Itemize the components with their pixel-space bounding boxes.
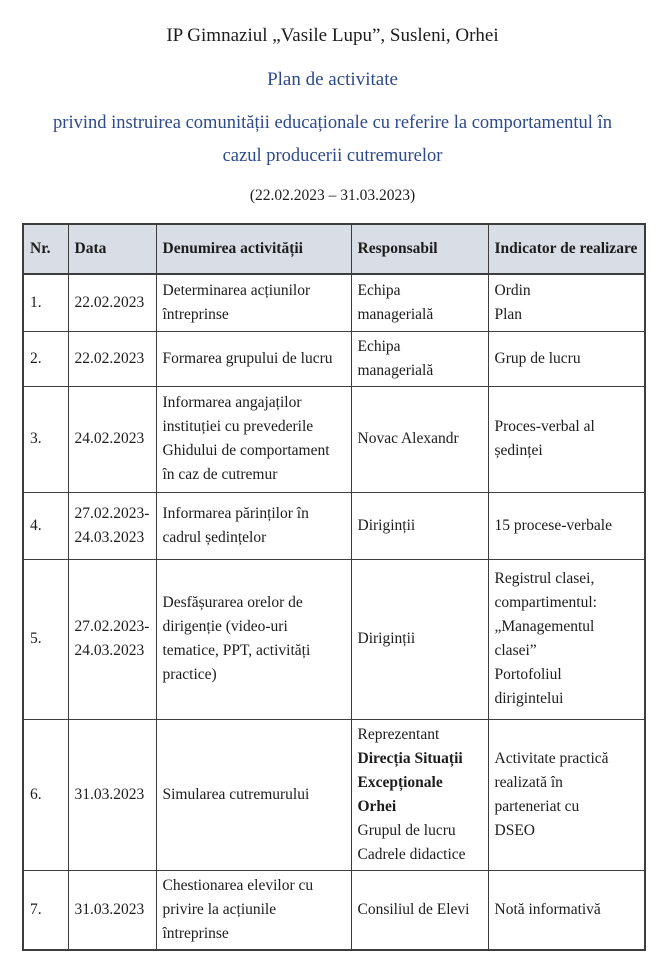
cell-text-line: Echipa — [357, 337, 401, 355]
cell-text-line: Activitate practică — [494, 749, 609, 767]
cell-text-line: 6. — [30, 785, 42, 803]
cell-text-line: 24.03.2023 — [74, 528, 145, 546]
table-row — [23, 492, 645, 559]
cell-text-line: Consiliul de Elevi — [357, 900, 470, 918]
cell-text-line: tematice, PPT, activități — [162, 642, 311, 659]
cell-text-line: 24.03.2023 — [74, 642, 145, 659]
cell-text-line: Chestionarea elevilor cu — [162, 876, 314, 894]
cell-text-line: 31.03.2023 — [74, 785, 145, 803]
column-header-indicator: Indicator de realizare — [488, 224, 645, 274]
column-header-activity: Denumirea activității — [156, 224, 351, 274]
cell-nr — [23, 559, 68, 719]
plan-subtitle-line-2: cazul producerii cutremurelor — [222, 146, 443, 166]
cell-text-line: 31.03.2023 — [74, 900, 145, 918]
cell-activity — [156, 492, 351, 559]
cell-indicator — [488, 870, 645, 950]
cell-text-line: dirigenție (video-uri — [162, 618, 288, 635]
cell-indicator — [488, 559, 645, 719]
cell-text-line: 3. — [30, 430, 42, 447]
cell-text-line: 4. — [30, 516, 42, 534]
cell-responsible — [351, 386, 488, 492]
activity-plan-table — [22, 223, 646, 951]
column-header-responsible: Responsabil — [351, 224, 488, 274]
cell-text-line: dirigintelui — [494, 690, 564, 707]
cell-text-line: managerială — [357, 361, 434, 379]
cell-text-line: cadrul ședințelor — [162, 528, 267, 546]
cell-text-line: în caz de cutremur — [162, 466, 278, 483]
cell-date — [68, 492, 156, 559]
cell-date — [68, 870, 156, 950]
table-row — [23, 719, 645, 870]
cell-nr — [23, 386, 68, 492]
cell-text-line: Informarea părinților în — [162, 504, 309, 522]
cell-text-line: Echipa — [357, 281, 401, 299]
cell-text-line: Excepționale — [357, 773, 443, 791]
cell-text-line: DSEO — [494, 821, 535, 839]
cell-text-line: 22.02.2023 — [74, 293, 145, 311]
cell-text-line: Plan — [494, 305, 523, 323]
cell-text-line: privire la acțiunile — [162, 900, 277, 918]
cell-text-line: parteneriat cu — [494, 797, 580, 815]
cell-text-line: Notă informativă — [494, 900, 601, 918]
table-row — [23, 331, 645, 386]
table-row — [23, 386, 645, 492]
column-header-data: Data — [68, 224, 156, 274]
cell-text-line: Reprezentant — [357, 725, 440, 743]
cell-responsible — [351, 492, 488, 559]
cell-text-line: 24.02.2023 — [74, 430, 145, 447]
cell-responsible — [351, 559, 488, 719]
cell-activity — [156, 870, 351, 950]
cell-text-line: ședinței — [494, 442, 543, 459]
cell-date — [68, 331, 156, 386]
cell-indicator — [488, 331, 645, 386]
cell-text-line: 22.02.2023 — [74, 349, 145, 367]
table-header-row — [23, 224, 645, 274]
cell-date — [68, 274, 156, 331]
cell-indicator — [488, 492, 645, 559]
cell-text-line: Formarea grupului de lucru — [162, 349, 333, 367]
cell-text-line: instituției cu prevederile — [162, 418, 314, 435]
cell-text-line: „Managementul — [494, 618, 595, 635]
cell-date — [68, 386, 156, 492]
cell-text-line: Orhei — [357, 797, 397, 815]
cell-text-line: Registrul clasei, — [494, 570, 595, 587]
cell-responsible — [351, 870, 488, 950]
cell-text-line: 1. — [30, 293, 42, 311]
cell-activity — [156, 386, 351, 492]
plan-subtitle — [13, 107, 653, 173]
cell-nr — [23, 719, 68, 870]
cell-responsible — [351, 274, 488, 331]
cell-text-line: Cadrele didactice — [357, 845, 466, 863]
cell-text-line: Novac Alexandr — [357, 430, 459, 447]
cell-text-line: 7. — [30, 900, 42, 918]
cell-indicator — [488, 719, 645, 870]
cell-nr — [23, 492, 68, 559]
cell-text-line: 27.02.2023- — [74, 504, 150, 522]
cell-date — [68, 719, 156, 870]
cell-text-line: Proces-verbal al — [494, 418, 595, 435]
cell-text-line: clasei” — [494, 642, 537, 659]
plan-subtitle-line-1: privind instruirea comunității educaționale cu referire la comportamentul în — [53, 113, 612, 133]
cell-text-line: Diriginții — [357, 516, 416, 534]
cell-text-line: Simularea cutremurului — [162, 785, 310, 803]
document-title: IP Gimnaziul „Vasile Lupu”, Susleni, Orhei — [166, 25, 499, 46]
cell-activity — [156, 559, 351, 719]
cell-nr — [23, 870, 68, 950]
cell-text-line: Direcția Situații — [357, 749, 463, 767]
cell-text-line: managerială — [357, 305, 434, 323]
cell-indicator — [488, 386, 645, 492]
cell-activity — [156, 719, 351, 870]
table-row — [23, 559, 645, 719]
cell-text-line: realizată în — [494, 773, 563, 791]
cell-text-line: întreprinse — [162, 305, 229, 323]
cell-text-line: Portofoliul — [494, 666, 562, 683]
cell-text-line: Ordin — [494, 281, 531, 299]
cell-text-line: 15 procese-verbale — [494, 516, 612, 534]
cell-text-line: Grup de lucru — [494, 349, 581, 367]
cell-text-line: Grupul de lucru — [357, 821, 456, 839]
table-row — [23, 274, 645, 331]
cell-text-line: Diriginții — [357, 630, 416, 647]
column-header-nr: Nr. — [23, 224, 68, 274]
cell-text-line: 5. — [30, 630, 42, 647]
cell-text-line: Determinarea acțiunilor — [162, 281, 311, 299]
cell-text-line: întreprinse — [162, 924, 229, 942]
cell-text-line: Ghidului de comportament — [162, 442, 330, 459]
cell-nr — [23, 331, 68, 386]
cell-text-line: practice) — [162, 666, 217, 683]
cell-activity — [156, 274, 351, 331]
cell-text-line: Informarea angajaților — [162, 394, 302, 411]
cell-responsible — [351, 331, 488, 386]
plan-title: Plan de activitate — [267, 69, 398, 90]
table-row — [23, 870, 645, 950]
cell-activity — [156, 331, 351, 386]
cell-indicator — [488, 274, 645, 331]
activity-table-body — [23, 274, 645, 950]
cell-text-line: 27.02.2023- — [74, 618, 150, 635]
cell-date — [68, 559, 156, 719]
cell-text-line: compartimentul: — [494, 594, 597, 611]
cell-text-line: Desfășurarea orelor de — [162, 594, 303, 611]
date-range: (22.02.2023 – 31.03.2023) — [249, 187, 416, 204]
cell-responsible — [351, 719, 488, 870]
cell-text-line: 2. — [30, 349, 42, 367]
cell-nr — [23, 274, 68, 331]
